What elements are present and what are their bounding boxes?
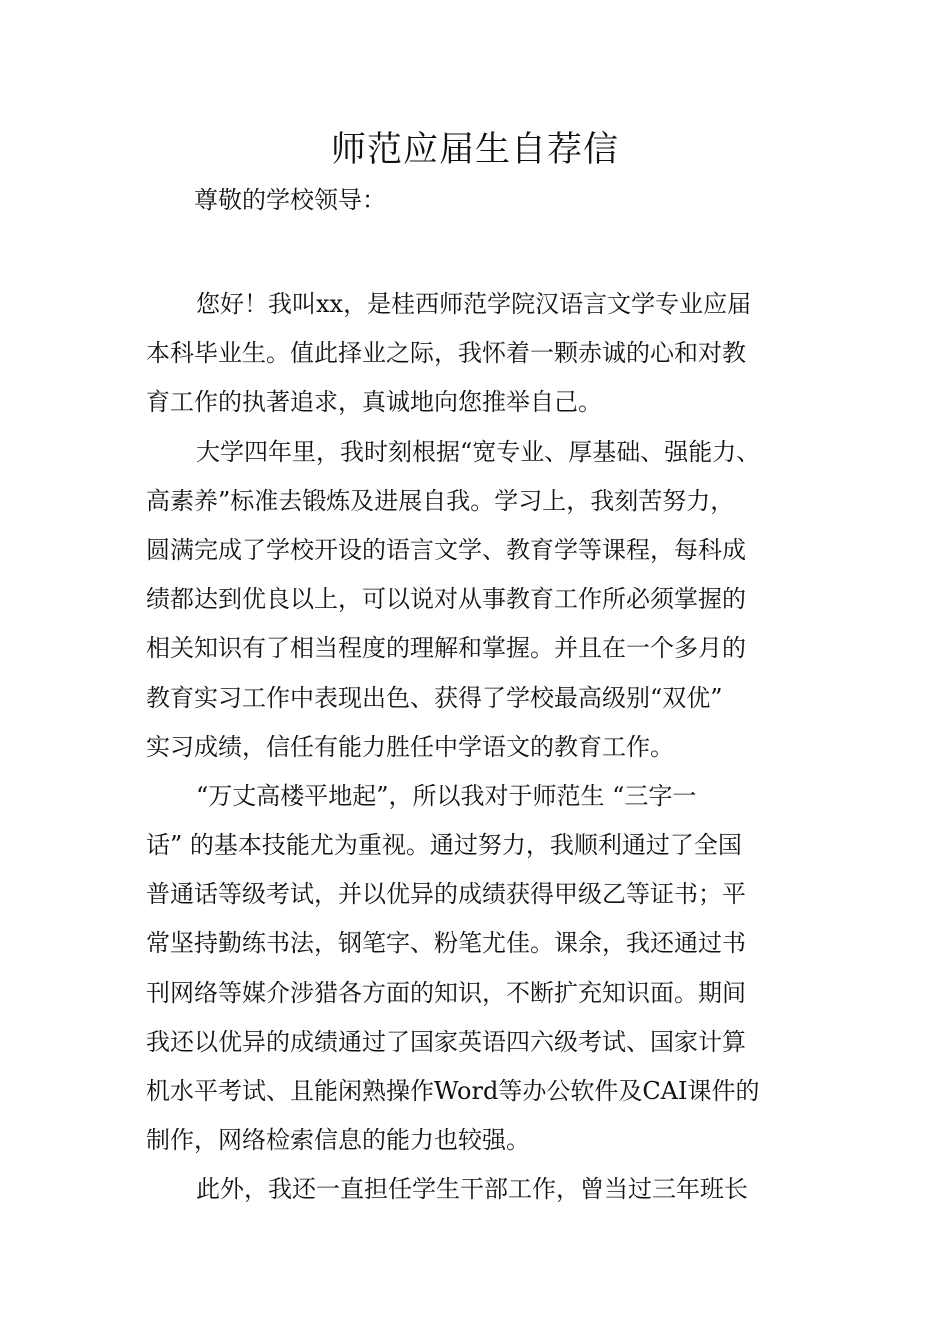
text-line: 制作，网络检索信息的能力也较强。	[146, 1126, 530, 1155]
text-line: 此外，我还一直担任学生干部工作，曾当过三年班长	[196, 1175, 748, 1204]
text-line: 育工作的执著追求，真诚地向您推举自己。	[146, 388, 602, 417]
text-line: 话” 的基本技能尤为重视。通过努力，我顺利通过了全国	[146, 831, 742, 860]
text-line: 圆满完成了学校开设的语言文学、教育学等课程，每科成	[146, 535, 746, 564]
text-line: “万丈高楼平地起”，所以我对于师范生 “三字一	[196, 781, 697, 810]
text-line: 实习成绩，信任有能力胜任中学语文的教育工作。	[146, 732, 674, 761]
paragraph-university-years	[146, 428, 816, 772]
text-line: 机水平考试、且能闲熟操作Word等办公软件及CAI课件的	[146, 1077, 760, 1105]
text-line: 本科毕业生。值此择业之际，我怀着一颗赤诚的心和对教	[146, 339, 746, 368]
paragraph-greeting	[146, 280, 816, 428]
text-line: 高素养”标准去锻炼及进展自我。学习上，我刻苦努力，	[146, 486, 735, 515]
text-line: 常坚持勤练书法，钢笔字、粉笔尤佳。课余，我还通过书	[146, 929, 746, 958]
paragraph-skills	[146, 772, 816, 1166]
text-line: 刊网络等媒介涉猎各方面的知识，不断扩充知识面。期间	[146, 978, 746, 1007]
page-title: 师范应届生自荐信	[330, 130, 619, 170]
salutation: 尊敬的学校领导：	[194, 186, 386, 214]
text-line: 相关知识有了相当程度的理解和掌握。并且在一个多月的	[146, 634, 746, 663]
text-line: 您好！我叫xx，是桂西师范学院汉语言文学专业应届	[196, 290, 752, 318]
paragraph-student-cadre	[146, 1165, 816, 1214]
text-line: 教育实习工作中表现出色、获得了学校最高级别“双优”	[146, 683, 723, 712]
letter-body	[146, 280, 816, 1215]
text-line: 我还以优异的成绩通过了国家英语四六级考试、国家计算	[146, 1027, 746, 1056]
text-line: 大学四年里，我时刻根据“宽专业、厚基础、强能力、	[196, 437, 761, 466]
text-line: 绩都达到优良以上，可以说对从事教育工作所必须掌握的	[146, 585, 746, 614]
text-line: 普通话等级考试，并以优异的成绩获得甲级乙等证书；平	[146, 880, 746, 909]
